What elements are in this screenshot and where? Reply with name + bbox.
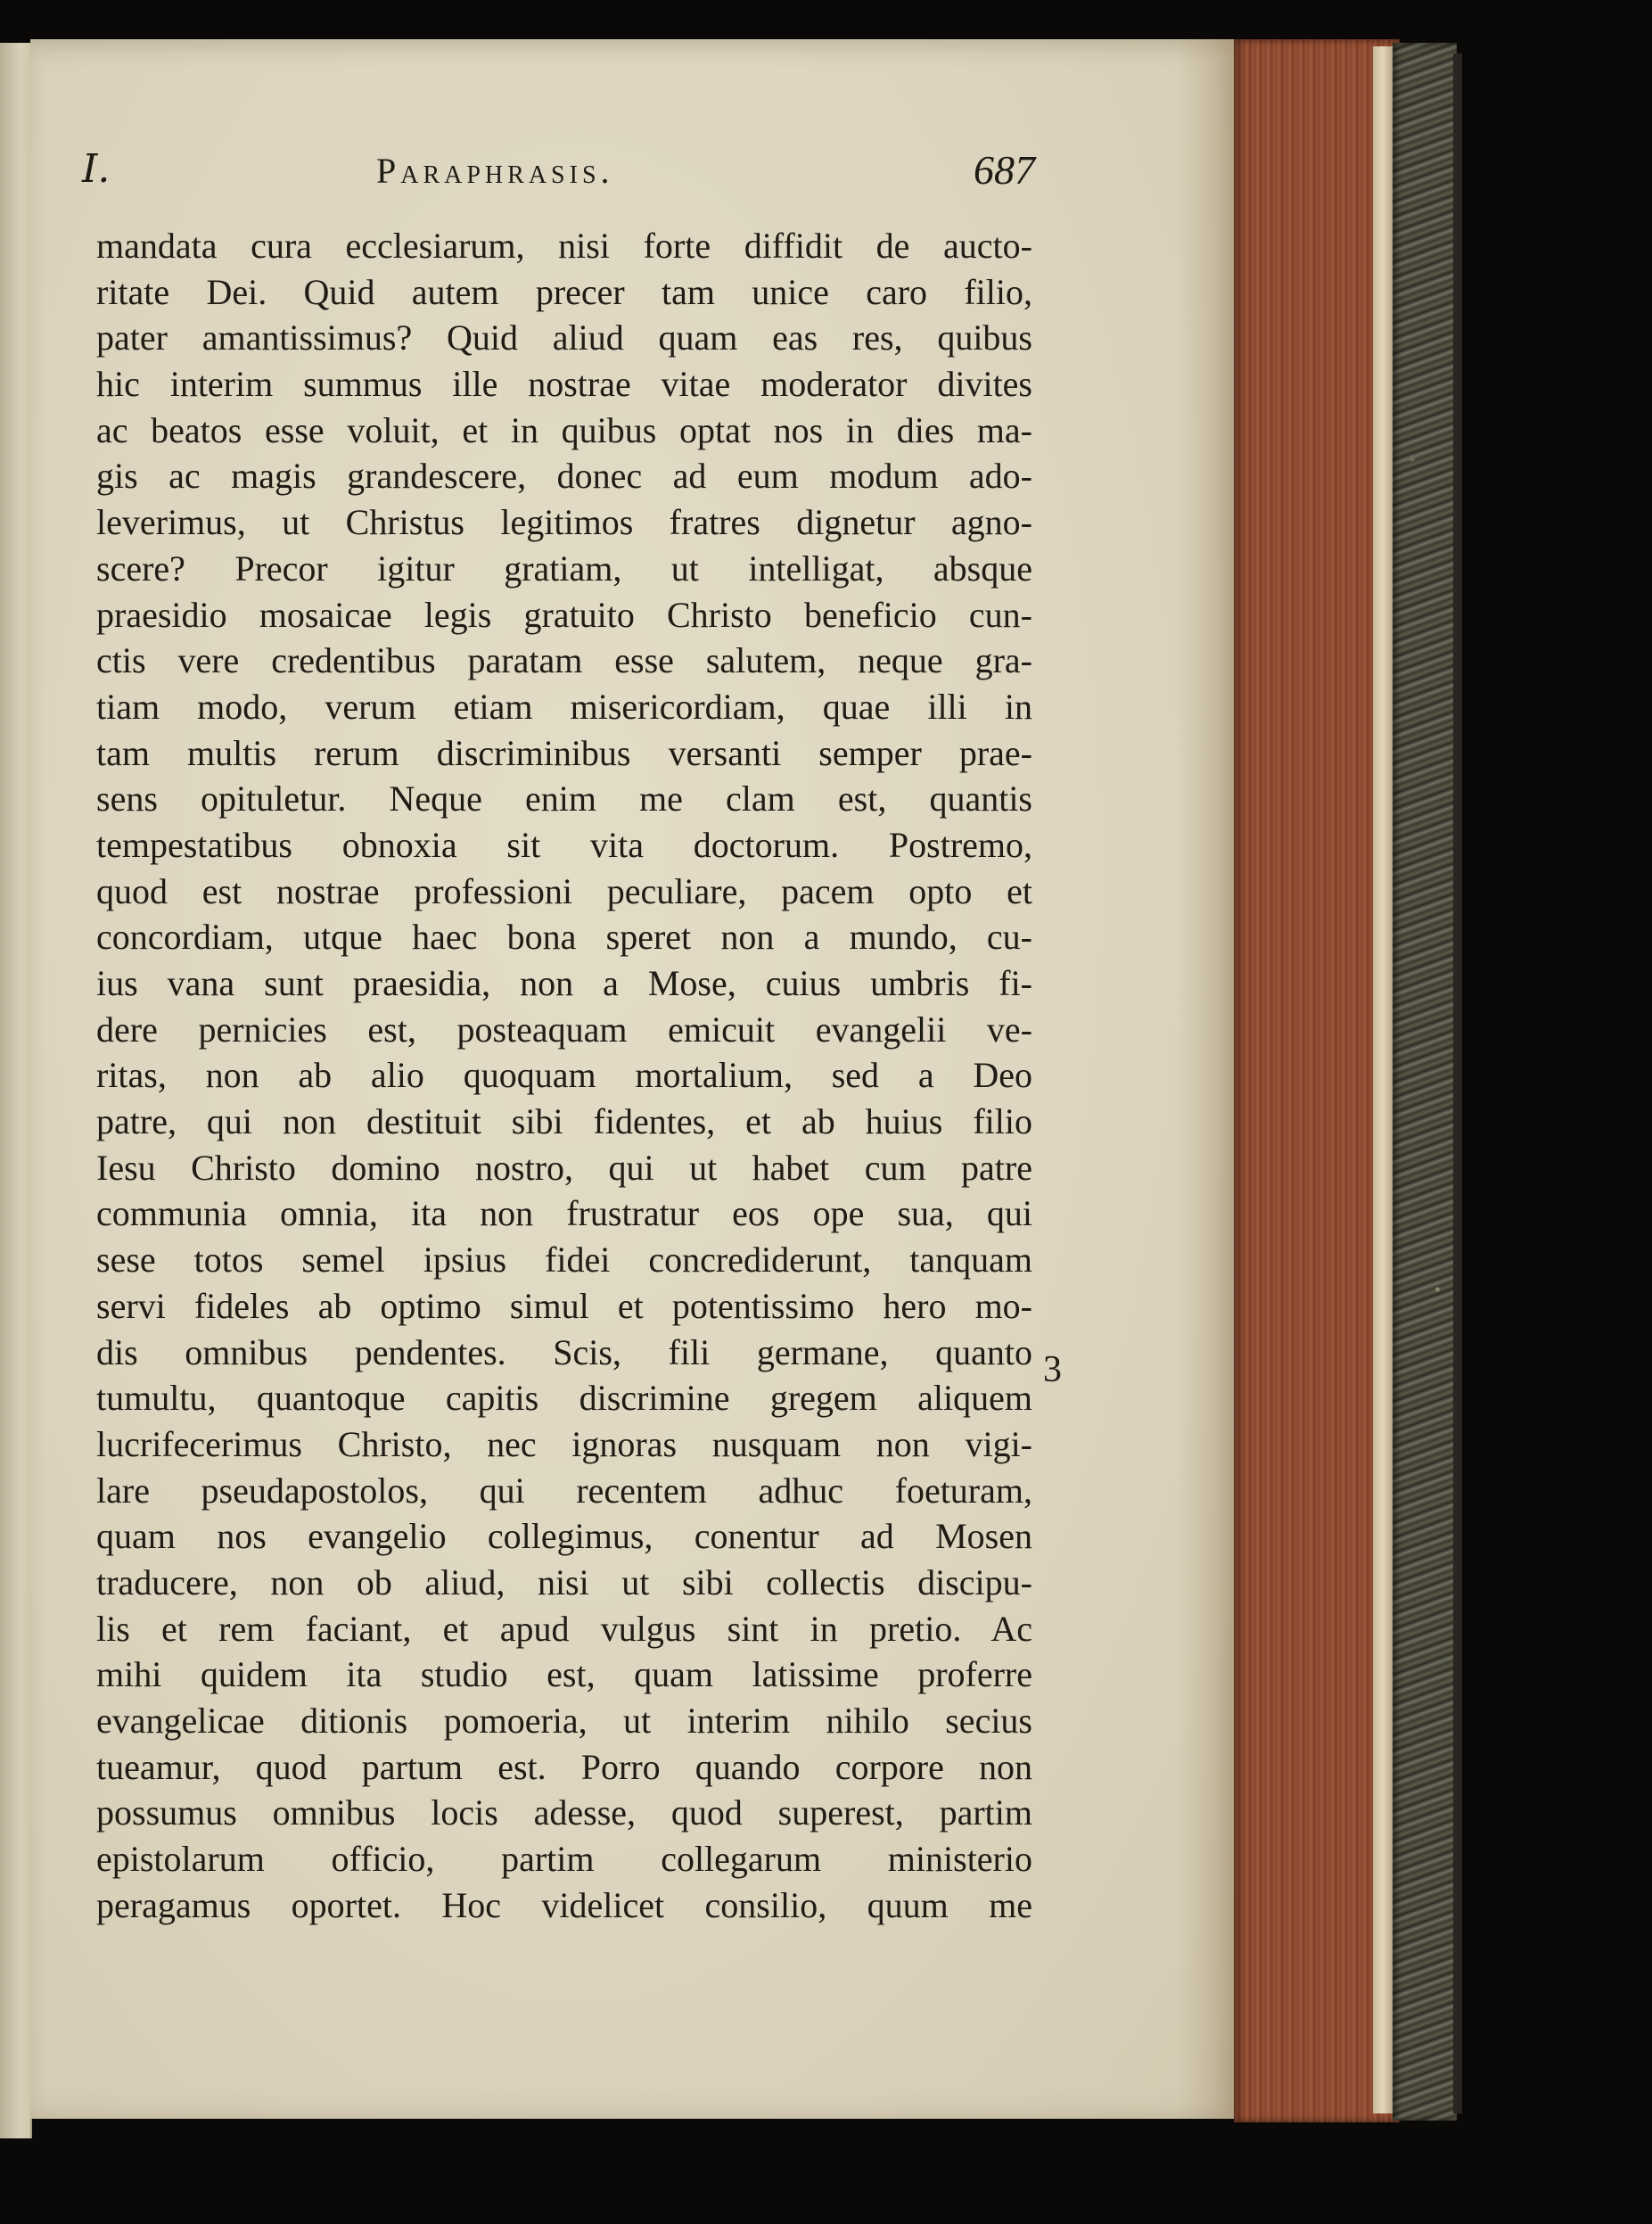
- text-line: dis omnibus pendentes. Scis, fili germane, quanto: [96, 1331, 1032, 1372]
- text-line: ritas, non ab alio quoquam mortalium, sed a Deo: [96, 1055, 1032, 1096]
- text-line: leverimus, ut Christus legitimos fratres dignetur agno-: [96, 502, 1032, 543]
- text-line: patre, qui non destituit sibi fidentes, et ab huius filio: [96, 1101, 1032, 1142]
- marbled-cover-board: [1393, 43, 1457, 2121]
- text-line: tueamur, quod partum est. Porro quando corpore non: [96, 1746, 1032, 1787]
- text-line: mandata cura ecclesiarum, nisi forte diffidit de aucto-: [96, 226, 1032, 266]
- page-block-edge: [1373, 46, 1393, 2113]
- text-line: gis ac magis grandescere, donec ad eum modum ado-: [96, 456, 1032, 497]
- text-line: lis et rem faciant, et apud vulgus sint in pretio. Ac: [96, 1608, 1032, 1649]
- text-line: quod est nostrae professioni peculiare, pacem opto et: [96, 870, 1032, 911]
- facing-page-edge: [0, 43, 32, 2138]
- text-line: tumultu, quantoque capitis discrimine gregem aliquem: [96, 1378, 1032, 1419]
- text-line: ctis vere credentibus paratam esse salutem, neque gra-: [96, 640, 1032, 681]
- text-line: ritate Dei. Quid autem precer tam unice caro filio,: [96, 271, 1032, 312]
- text-line: ac beatos esse voluit, et in quibus optat nos in dies ma-: [96, 409, 1032, 450]
- text-line: evangelicae ditionis pomoeria, ut interim nihilo secius: [96, 1701, 1032, 1741]
- text-line: traducere, non ob aliud, nisi ut sibi collectis discipu-: [96, 1561, 1032, 1602]
- text-line: sens opituletur. Neque enim me clam est, quantis: [96, 778, 1032, 820]
- text-line: hic interim summus ille nostrae vitae moderator divites: [96, 364, 1032, 405]
- running-head: [77, 141, 1035, 203]
- running-head-chapter: I.: [82, 146, 111, 192]
- body-text: [96, 223, 1032, 1928]
- text-line: epistolarum officio, partim collegarum ministerio: [96, 1839, 1032, 1880]
- page-number: 687: [974, 147, 1035, 193]
- text-line: Iesu Christo domino nostro, qui ut habet cum patre: [96, 1147, 1032, 1188]
- text-line: lare pseudapostolos, qui recentem adhuc foeturam,: [96, 1470, 1032, 1511]
- margin-number: 3: [1043, 1349, 1062, 1390]
- text-line: dere pernicies est, posteaquam emicuit evangelii ve-: [96, 1009, 1032, 1050]
- text-line: quam nos evangelio collegimus, conentur ad Mosen: [96, 1516, 1032, 1557]
- text-line: communia omnia, ita non frustratur eos ope sua, qui: [96, 1193, 1032, 1234]
- text-line: peragamus oportet. Hoc videlicet consilio, quum me: [96, 1884, 1032, 1925]
- text-line: scere? Precor igitur gratiam, ut intelligat, absque: [96, 548, 1032, 589]
- text-line: tempestatibus obnoxia sit vita doctorum. Postremo,: [96, 824, 1032, 865]
- text-line: possumus omnibus locis adesse, quod superest, partim: [96, 1792, 1032, 1833]
- text-line: concordiam, utque haec bona speret non a mundo, cu-: [96, 917, 1032, 958]
- text-line: lucrifecerimus Christo, nec ignoras nusquam non vigi-: [96, 1423, 1032, 1464]
- text-line: pater amantissimus? Quid aliud quam eas res, quibus: [96, 317, 1032, 358]
- text-line: tam multis rerum discriminibus versanti semper prae-: [96, 732, 1032, 773]
- text-line: servi fideles ab optimo simul et potentissimo hero mo-: [96, 1285, 1032, 1326]
- text-line: tiam modo, verum etiam misericordiam, quae illi in: [96, 686, 1032, 727]
- text-line: ius vana sunt praesidia, non a Mose, cuius umbris fi-: [96, 963, 1032, 1003]
- running-head-title: Paraphrasis.: [376, 151, 614, 191]
- text-line: praesidio mosaicae legis gratuito Christo beneficio cun-: [96, 594, 1032, 635]
- cover-spine-edge: [1453, 54, 1462, 2113]
- text-line: sese totos semel ipsius fidei concrediderunt, tanquam: [96, 1240, 1032, 1281]
- text-line: mihi quidem ita studio est, quam latissime proferre: [96, 1654, 1032, 1695]
